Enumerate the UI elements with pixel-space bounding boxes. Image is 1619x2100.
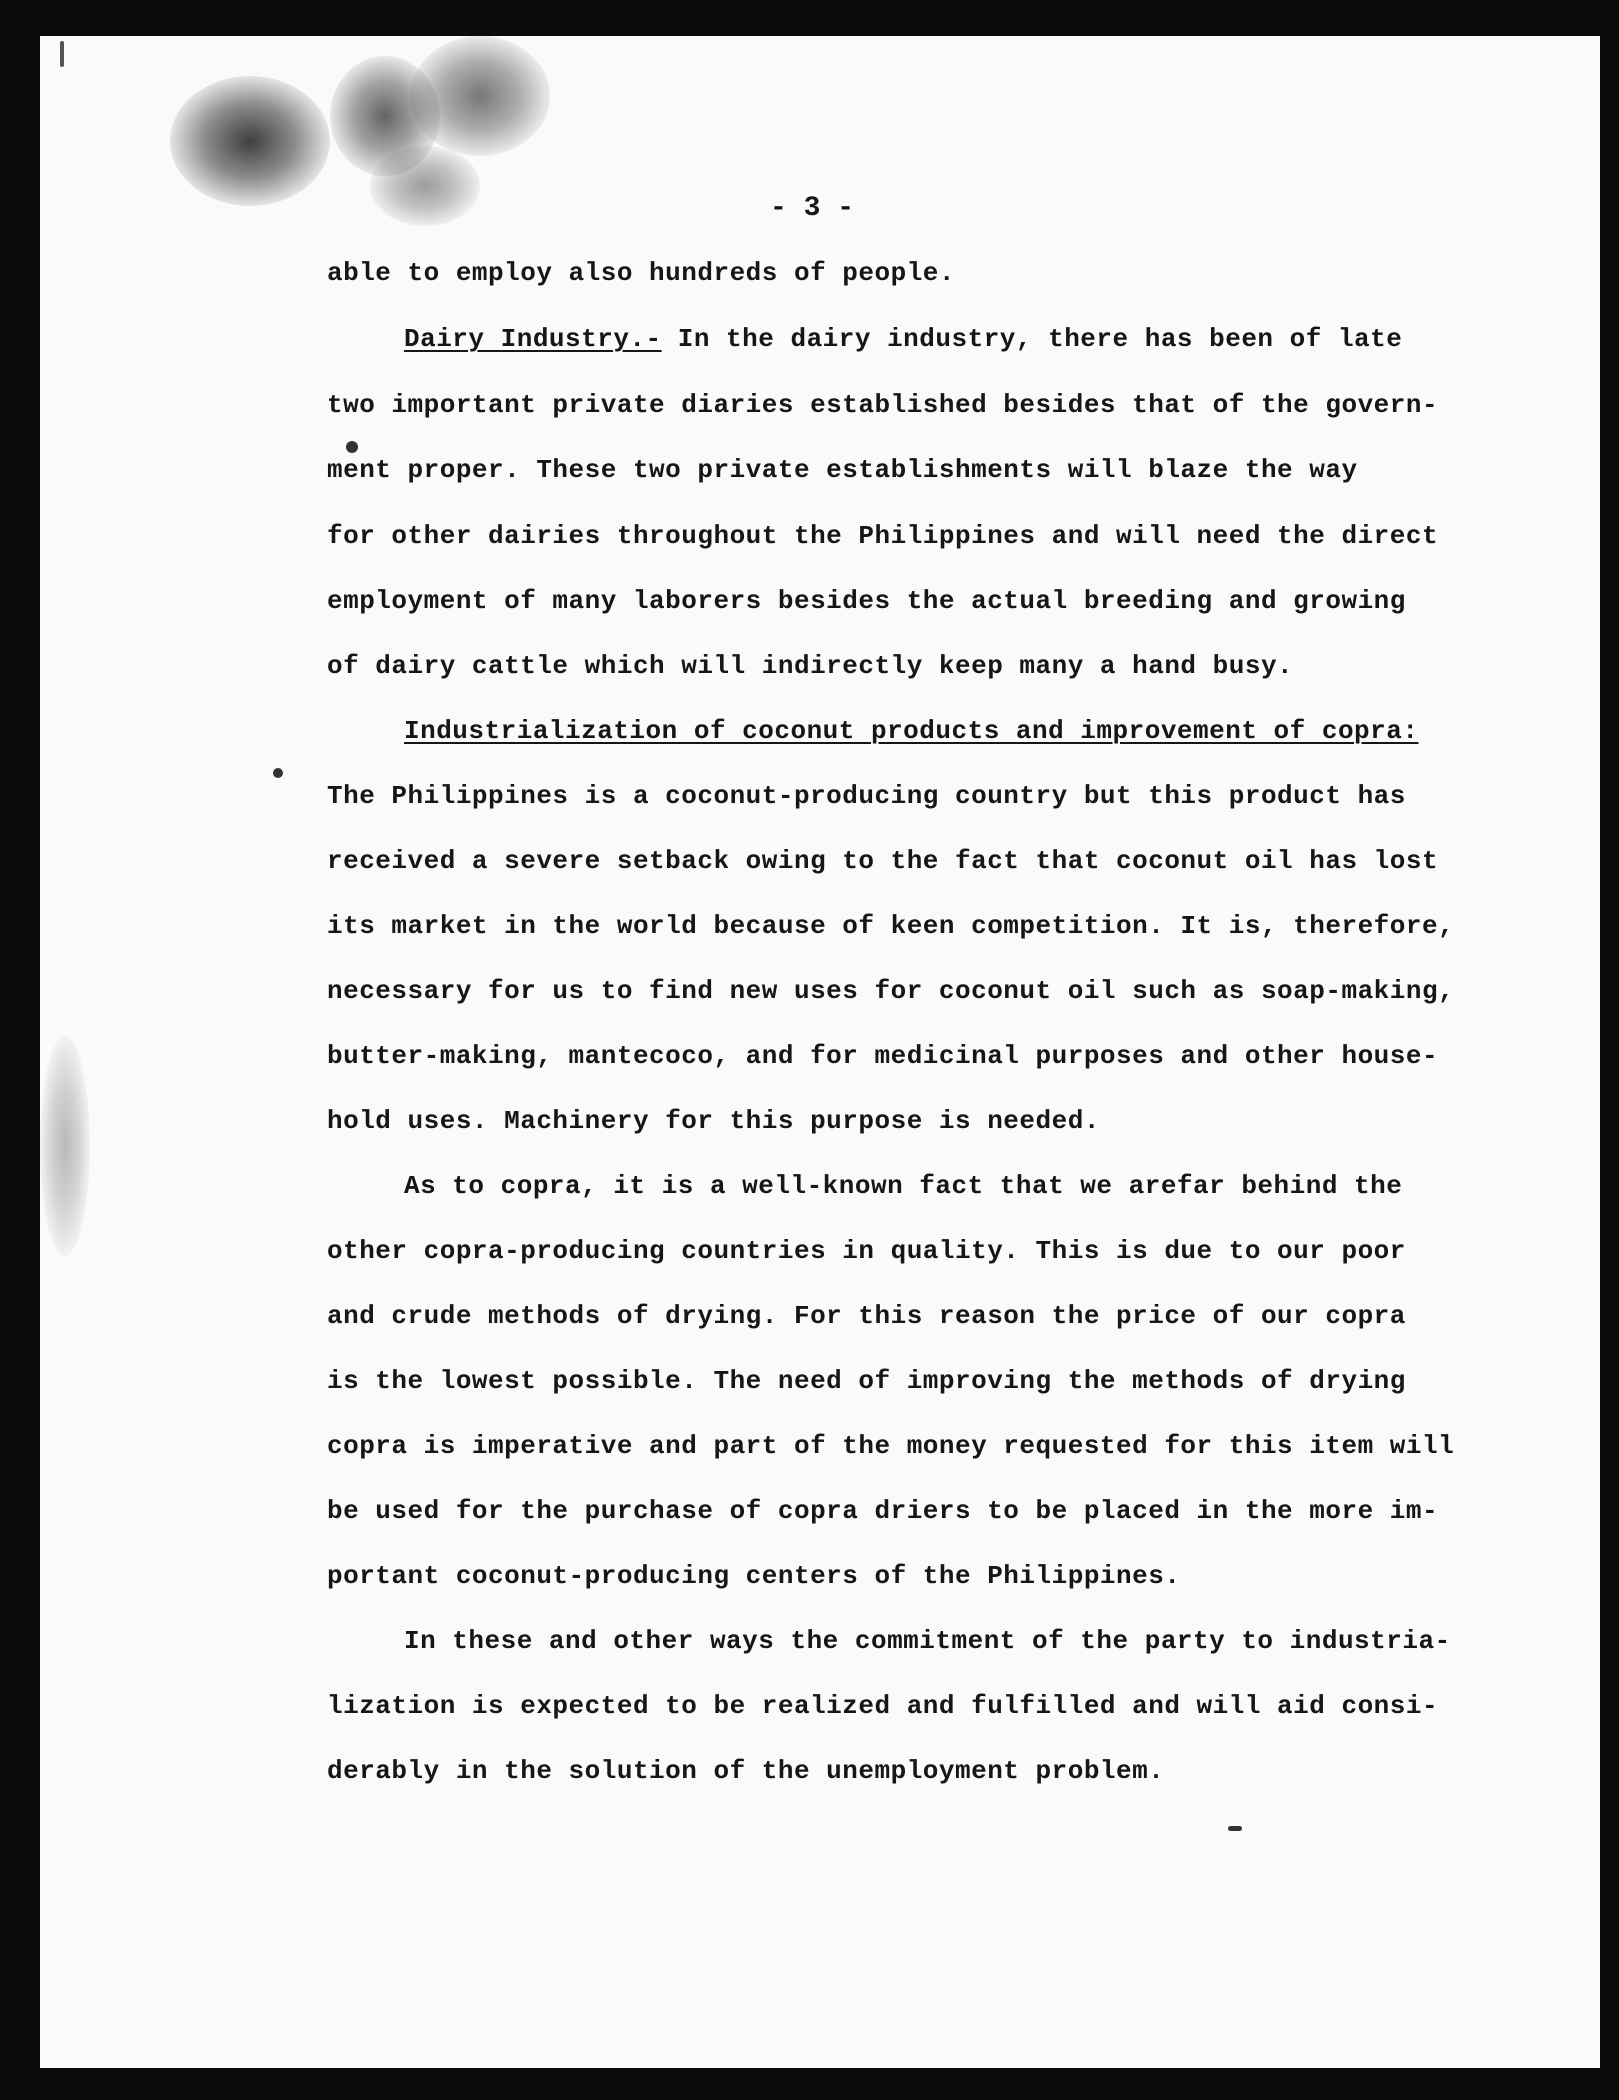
text-line: other copra-producing countries in quality. This is due to our poor — [327, 1236, 1406, 1266]
ink-speck — [60, 41, 64, 67]
text-line: portant coconut-producing centers of the Philippines. — [327, 1561, 1181, 1591]
text-line: received a severe setback owing to the fact that coconut oil has lost — [327, 846, 1439, 876]
ink-smudge — [170, 76, 330, 206]
ink-smudge — [370, 146, 480, 226]
text-fragment: In the dairy industry, there has been of late — [661, 324, 1403, 354]
text-line: lization is expected to be realized and fulfilled and will aid consi- — [327, 1691, 1439, 1721]
page-number: - 3 - — [770, 193, 855, 224]
text-line: employment of many laborers besides the actual breeding and growing — [327, 586, 1406, 616]
section-heading-coconut: Industrialization of coconut products and improvement of copra: — [404, 716, 1419, 746]
ink-smudge — [40, 1036, 90, 1256]
text-line: and crude methods of drying. For this reason the price of our copra — [327, 1301, 1406, 1331]
text-line: butter-making, mantecoco, and for medicinal purposes and other house- — [327, 1041, 1439, 1071]
text-line: ment proper. These two private establishments will blaze the way — [327, 455, 1358, 485]
text-line-dairy — [404, 324, 1402, 354]
text-line: As to copra, it is a well-known fact that we arefar behind the — [404, 1171, 1403, 1201]
ink-speck — [1228, 1826, 1242, 1831]
section-heading-dairy: Dairy Industry.- — [404, 324, 662, 354]
text-line: its market in the world because of keen competition. It is, therefore, — [327, 911, 1455, 941]
ink-speck — [346, 441, 358, 453]
text-line: for other dairies throughout the Philippines and will need the direct — [327, 521, 1439, 551]
ink-speck — [273, 768, 283, 778]
text-line: necessary for us to find new uses for coconut oil such as soap-making, — [327, 976, 1455, 1006]
text-line: able to employ also hundreds of people. — [327, 258, 955, 288]
text-line: be used for the purchase of copra driers to be placed in the more im- — [327, 1496, 1439, 1526]
text-line: derably in the solution of the unemployment problem. — [327, 1756, 1165, 1786]
text-line: The Philippines is a coconut-producing country but this product has — [327, 781, 1406, 811]
text-line: is the lowest possible. The need of improving the methods of drying — [327, 1366, 1406, 1396]
text-line: In these and other ways the commitment of the party to industria- — [404, 1626, 1451, 1656]
text-line: two important private diaries established besides that of the govern- — [327, 390, 1439, 420]
text-line: hold uses. Machinery for this purpose is needed. — [327, 1106, 1100, 1136]
text-line: of dairy cattle which will indirectly keep many a hand busy. — [327, 651, 1294, 681]
text-line: copra is imperative and part of the money requested for this item will — [327, 1431, 1455, 1461]
ink-smudge — [410, 36, 550, 156]
